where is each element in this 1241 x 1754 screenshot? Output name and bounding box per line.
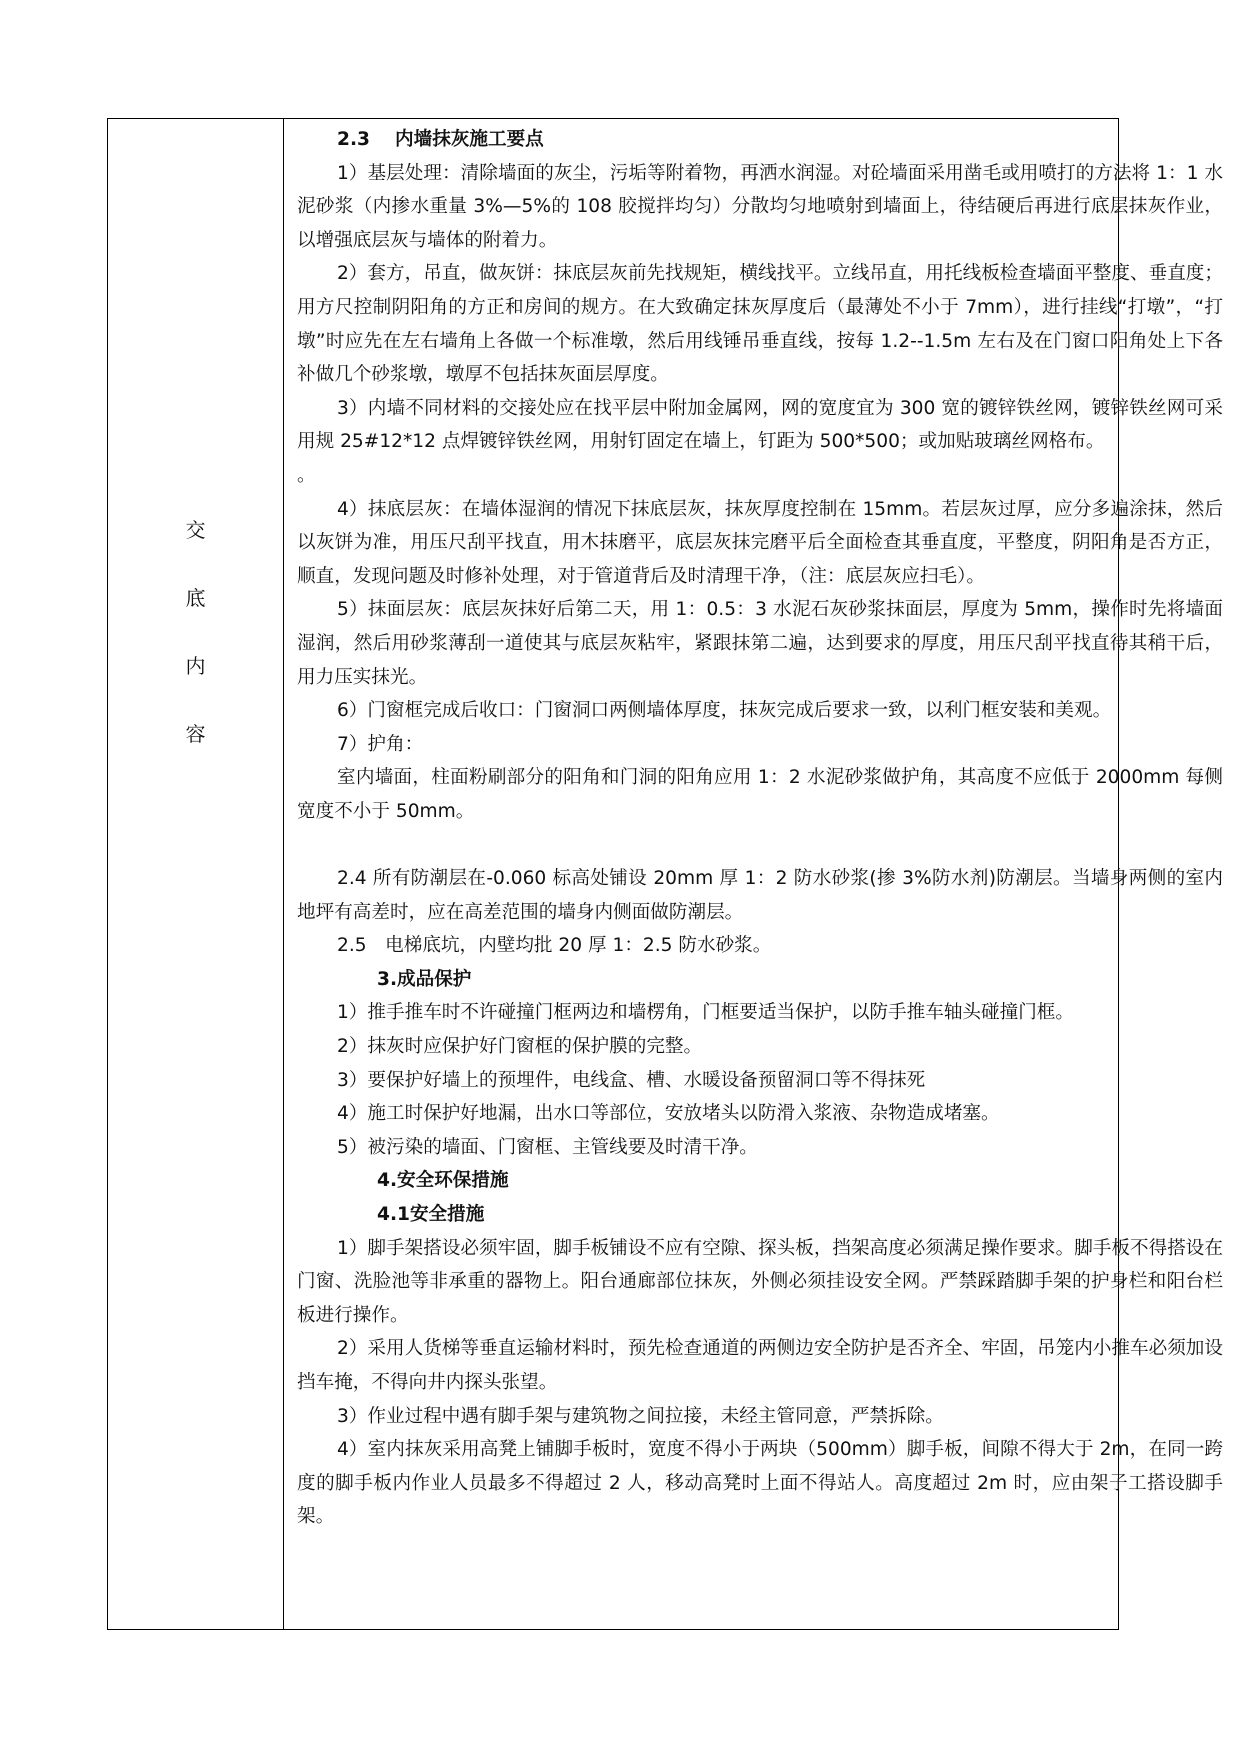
section-4-1-heading xyxy=(297,1198,1223,1232)
paragraph: 3）作业过程中遇有脚手架与建筑物之间拉接，未经主管同意，严禁拆除。 xyxy=(337,1405,944,1427)
section-2-3-heading: 2.3 内墙抹灰施工要点 xyxy=(337,129,544,150)
content-cell xyxy=(297,123,1223,1534)
paragraph: 7）护角： xyxy=(337,733,424,755)
section-title: 成品保护 xyxy=(397,968,472,990)
paragraph: 3）内墙不同材料的交接处应在找平层中附加金属网，网的宽度宜为 300 宽的镀锌铁丝网，镀锌铁丝网可采用规 25#12*12 点焊镀锌铁丝网，用射钉固定在墙上，钉距为 500*500；或加贴玻璃丝网格布。 xyxy=(297,397,1223,453)
paragraph: 4）抹底层灰：在墙体湿润的情况下抹底层灰，抹灰厚度控制在 15mm。若层灰过厚，应分多遍涂抹，然后以灰饼为准，用压尺刮平找直，用木抹磨平，底层灰抹完磨平后全面检查其垂直度，平整度，阴阳角是否方正，顺直，发现问题及时修补处理，对于管道背后及时清理干净，（注：底层灰应扫毛）。 xyxy=(297,498,1223,587)
section-number: 4. xyxy=(377,1170,398,1192)
paragraph: 室内墙面，柱面粉刷部分的阳角和门洞的阳角应用 1：2 水泥砂浆做护角，其高度不应低于 2000mm 每侧宽度不小于 50mm。 xyxy=(297,767,1223,822)
section-3-heading xyxy=(297,963,1223,997)
label-char-4: 容 xyxy=(185,722,206,746)
column-divider xyxy=(283,119,284,1629)
label-char-1: 交 xyxy=(185,518,206,542)
list-item: 5）被污染的墙面、门窗框、主管线要及时清干净。 xyxy=(337,1136,758,1158)
label-char-3: 内 xyxy=(185,654,206,678)
paragraph: 1）基层处理：清除墙面的灰尘，污垢等附着物，再洒水润湿。对砼墙面采用凿毛或用喷打的方法将 1：1 水泥砂浆（内掺水重量 3%—5%的 108 胶搅拌均匀）分散均匀地喷射到墙面上，待结硬后再进行底层抹灰作业，以增强底层灰与墙体的附着力。 xyxy=(297,162,1223,251)
paragraph: 2）套方，吊直，做灰饼：抹底层灰前先找规矩，横线找平。立线吊直，用托线板检查墙面平整度、垂直度；用方尺控制阴阳角的方正和房间的规方。在大致确定抹灰厚度后（最薄处不小于 7mm），进行挂线“打墩”，“打墩”时应先在左右墙角上各做一个标准墩，然后用线锤吊垂直线，按每 1.2--1.5m 左右及在门窗口阳角处上下各补做几个砂浆墩，墩厚不包括抹灰面层厚度。 xyxy=(297,263,1223,386)
list-item: 1）推手推车时不许碰撞门框两边和墙楞角，门框要适当保护，以防手推车轴头碰撞门框。 xyxy=(337,1002,1074,1024)
list-item: 4）施工时保护好地漏，出水口等部位，安放堵头以防滑入浆液、杂物造成堵塞。 xyxy=(337,1103,1000,1125)
paragraph: 4）室内抹灰采用高凳上铺脚手板时，宽度不得小于两块（500mm）脚手板，间隙不得大于 2m，在同一跨度的脚手板内作业人员最多不得超过 2 人，移动高凳时上面不得站人。高度超过 2m 时，应由架子工搭设脚手架。 xyxy=(297,1439,1223,1528)
section-2-5: 2.5 电梯底坑，内壁均批 20 厚 1：2.5 防水砂浆。 xyxy=(337,935,772,957)
label-column xyxy=(108,119,283,1629)
section-4-heading xyxy=(297,1164,1223,1198)
list-item: 2）抹灰时应保护好门窗框的保护膜的完整。 xyxy=(337,1036,703,1058)
section-title: 安全措施 xyxy=(409,1204,485,1225)
section-2-4: 2.4 所有防潮层在-0.060 标高处铺设 20mm 厚 1：2 防水砂浆(掺 3%防水剂)防潮层。当墙身两侧的室内地坪有高差时，应在高差范围的墙身内侧面做防潮层。 xyxy=(297,868,1223,923)
section-number: 3. xyxy=(377,968,398,990)
paragraph: 6）门窗框完成后收口：门窗洞口两侧墙体厚度，抹灰完成后要求一致，以利门框安装和美观。 xyxy=(337,700,1112,722)
stray-mark: 。 xyxy=(297,464,316,486)
blank-line xyxy=(297,828,1223,862)
label-char-2: 底 xyxy=(185,586,206,610)
paragraph: 5）抹面层灰：底层灰抹好后第二天，用 1：0.5：3 水泥石灰砂浆抹面层，厚度为 5mm，操作时先将墙面湿润，然后用砂浆薄刮一道使其与底层灰粘牢，紧跟抹第二遍，达到要求的厚度，用压尺刮平找直待其稍干后，用力压实抹光。 xyxy=(297,599,1223,688)
paragraph: 2）采用人货梯等垂直运输材料时，预先检查通道的两侧边安全防护是否齐全、牢固，吊笼内小推车必须加设挡车掩，不得向井内探头张望。 xyxy=(297,1338,1223,1393)
section-number: 4.1 xyxy=(377,1204,410,1225)
section-title: 安全环保措施 xyxy=(397,1170,509,1192)
disclosure-table xyxy=(107,118,1223,1630)
list-item: 3）要保护好墙上的预埋件，电线盒、槽、水暖设备预留洞口等不得抹死 xyxy=(337,1069,926,1091)
paragraph: 1）脚手架搭设必须牢固，脚手板铺设不应有空隙、探头板，挡架高度必须满足操作要求。脚手板不得搭设在门窗、洗脸池等非承重的器物上。阳台通廊部位抹灰，外侧必须挂设安全网。严禁踩踏脚手架的护身栏和阳台栏板进行操作。 xyxy=(297,1237,1223,1326)
